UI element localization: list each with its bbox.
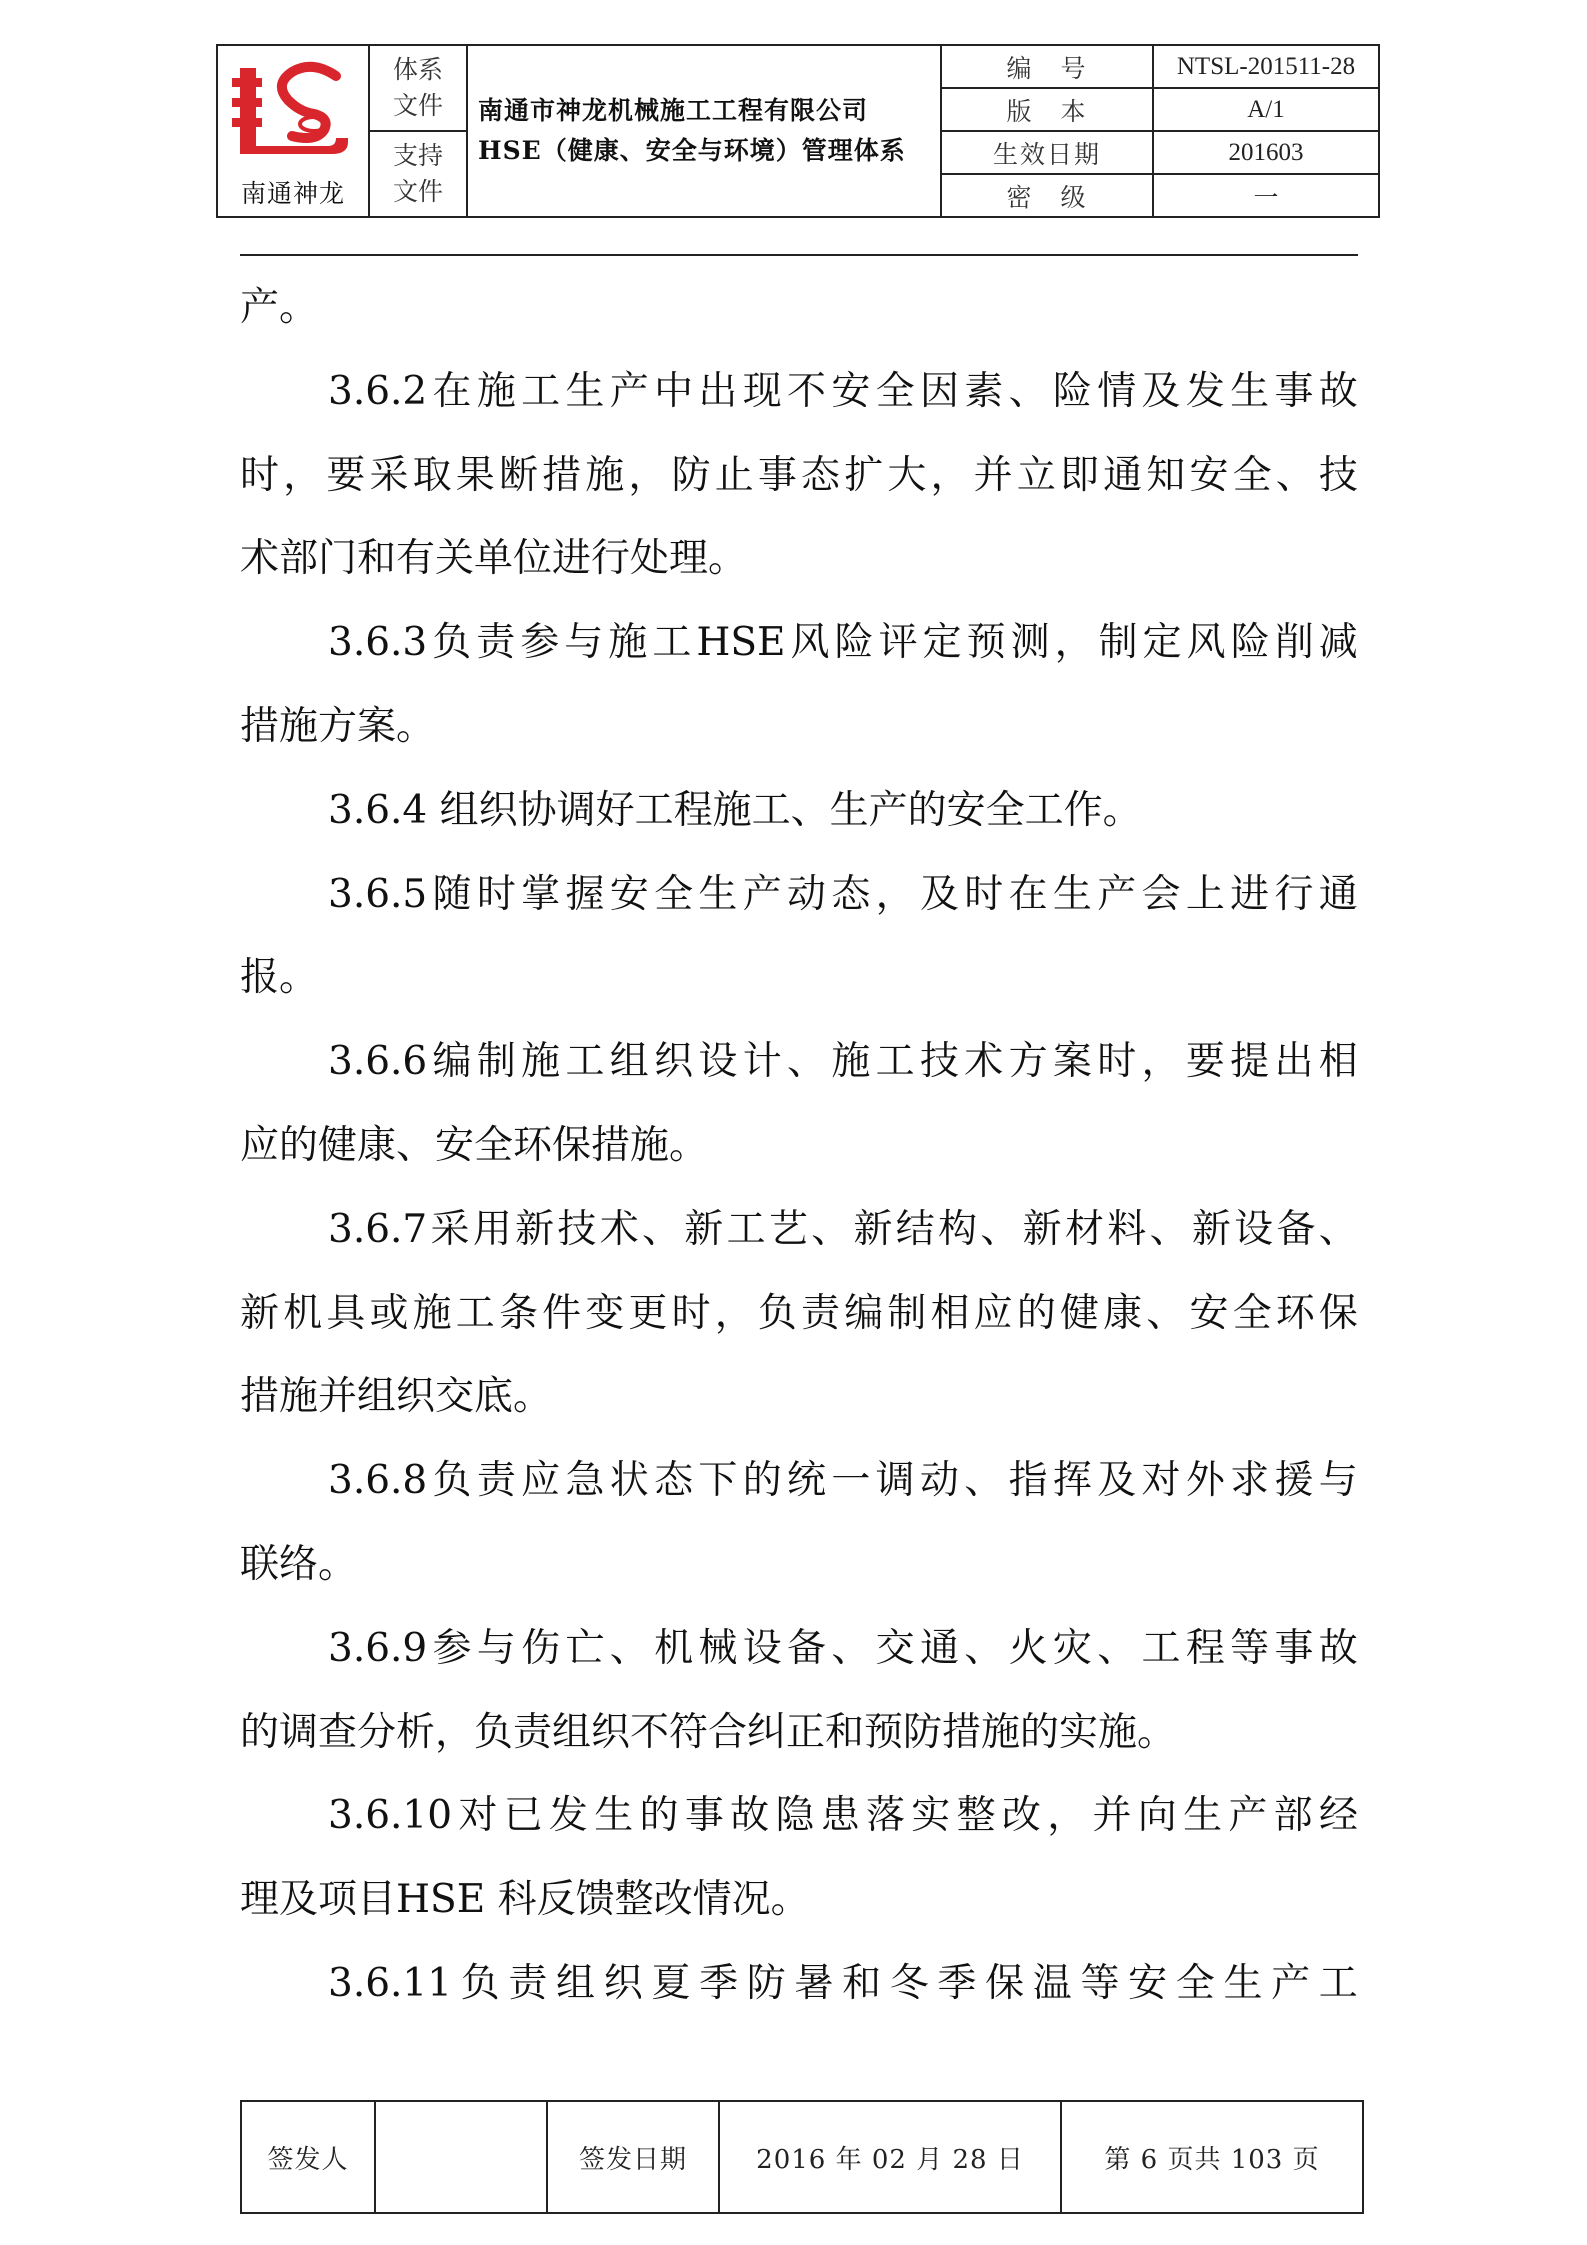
meta-key: 版 本 xyxy=(942,89,1154,130)
signer-label: 签发人 xyxy=(242,2102,376,2212)
clause-first-line: 3.6.11 负 责 组 织 夏 季 防 暑 和 冬 季 保 温 等 安 全 生 产 工 xyxy=(328,1960,1358,2006)
meta-row-version xyxy=(942,87,1378,130)
clause-first-line: 3.6.10 对 已 发 生 的 事 故 隐 患 落 实 整 改 ， 并 向 生 产 部 经 xyxy=(328,1793,1358,1839)
body-line: 理及项目HSE 科反馈整改情况。 xyxy=(240,1877,810,1923)
body-line: 新 机 具 或 施 工 条 件 变 更 时 ， 负 责 编 制 相 应 的 健 康 、 安 全 环 保 xyxy=(240,1290,1358,1336)
body-line: 联络。 xyxy=(240,1541,358,1587)
management-system-name: HSE（健康、安全与环境）管理体系 xyxy=(478,136,906,165)
company-full-name: 南通市神龙机械施工工程有限公司 xyxy=(478,96,869,125)
meta-row-number xyxy=(942,46,1378,87)
meta-value: 201603 xyxy=(1228,138,1304,166)
document-header-table xyxy=(216,44,1380,218)
body-line: 措施并组织交底。 xyxy=(240,1374,553,1420)
document-footer-table xyxy=(240,2100,1364,2214)
company-short-name: 南通神龙 xyxy=(240,179,345,208)
clause-first-line: 3.6.5 随 时 掌 握 安 全 生 产 动 态 ， 及 时 在 生 产 会 上 进 行 通 xyxy=(328,871,1358,917)
document-title-cell xyxy=(468,46,942,216)
signer-value xyxy=(376,2102,548,2212)
clause-first-line: 3.6.4 组织协调好工程施工、生产的安全工作。 xyxy=(328,787,1142,833)
clause-first-line: 3.6.8 负 责 应 急 状 态 下 的 统 一 调 动 、 指 挥 及 对 外 求 援 与 xyxy=(328,1458,1358,1504)
page-number: 第 6 页共 103 页 xyxy=(1104,2144,1320,2175)
meta-row-effective-date xyxy=(942,130,1378,173)
meta-key: 编 号 xyxy=(942,46,1154,87)
header-divider xyxy=(240,254,1358,256)
issue-date-value: 2016 年 02 月 28 日 xyxy=(720,2102,1062,2212)
meta-value: NTSL-201511-28 xyxy=(1176,52,1356,80)
clause-first-line: 3.6.6 编 制 施 工 组 织 设 计 、 施 工 技 术 方 案 时 ， 要 提 出 相 xyxy=(328,1039,1358,1085)
body-line: 的调查分析，负责组织不符合纠正和预防措施的实施。 xyxy=(240,1709,1177,1755)
doc-type-support-file: 支持 文件 xyxy=(370,130,466,216)
document-body xyxy=(240,266,1358,2026)
document-meta-table xyxy=(942,46,1378,216)
body-line: 措施方案。 xyxy=(240,703,436,749)
clause-first-line: 3.6.9 参 与 伤 亡 、 机 械 设 备 、 交 通 、 火 灾 、 工 程 等 事 故 xyxy=(328,1625,1358,1671)
body-line: 报。 xyxy=(240,955,319,1001)
clause-first-line: 3.6.2 在 施 工 生 产 中 出 现 不 安 全 因 素 、 险 情 及 发 生 事 故 xyxy=(328,368,1358,414)
body-line: 产。 xyxy=(240,285,319,330)
meta-key: 生效日期 xyxy=(942,132,1154,173)
meta-key: 密 级 xyxy=(942,175,1154,216)
body-line: 时 ， 要 采 取 果 断 措 施 ， 防 止 事 态 扩 大 ， 并 立 即 通 知 安 全 、 技 xyxy=(240,452,1358,498)
company-logo-cell xyxy=(218,46,370,216)
meta-value: A/1 xyxy=(1247,95,1285,123)
doc-type-system-file: 体系 文件 xyxy=(392,55,443,120)
clause-first-line: 3.6.7 采 用 新 技 术 、 新 工 艺 、 新 结 构 、 新 材 料 、 新 设 备 、 xyxy=(328,1206,1358,1252)
company-logo xyxy=(232,54,354,174)
clause-first-line: 3.6.3 负 责 参 与 施 工 HSE 风 险 评 定 预 测 ， 制 定 风 险 削 减 xyxy=(328,620,1358,666)
meta-value: 一 xyxy=(1253,184,1279,212)
issue-date-label: 签发日期 xyxy=(548,2102,720,2212)
body-line: 术部门和有关单位进行处理。 xyxy=(240,536,748,582)
body-line: 应的健康、安全环保措施。 xyxy=(240,1122,709,1168)
meta-row-security-level xyxy=(942,173,1378,216)
document-type-cells xyxy=(370,46,468,216)
